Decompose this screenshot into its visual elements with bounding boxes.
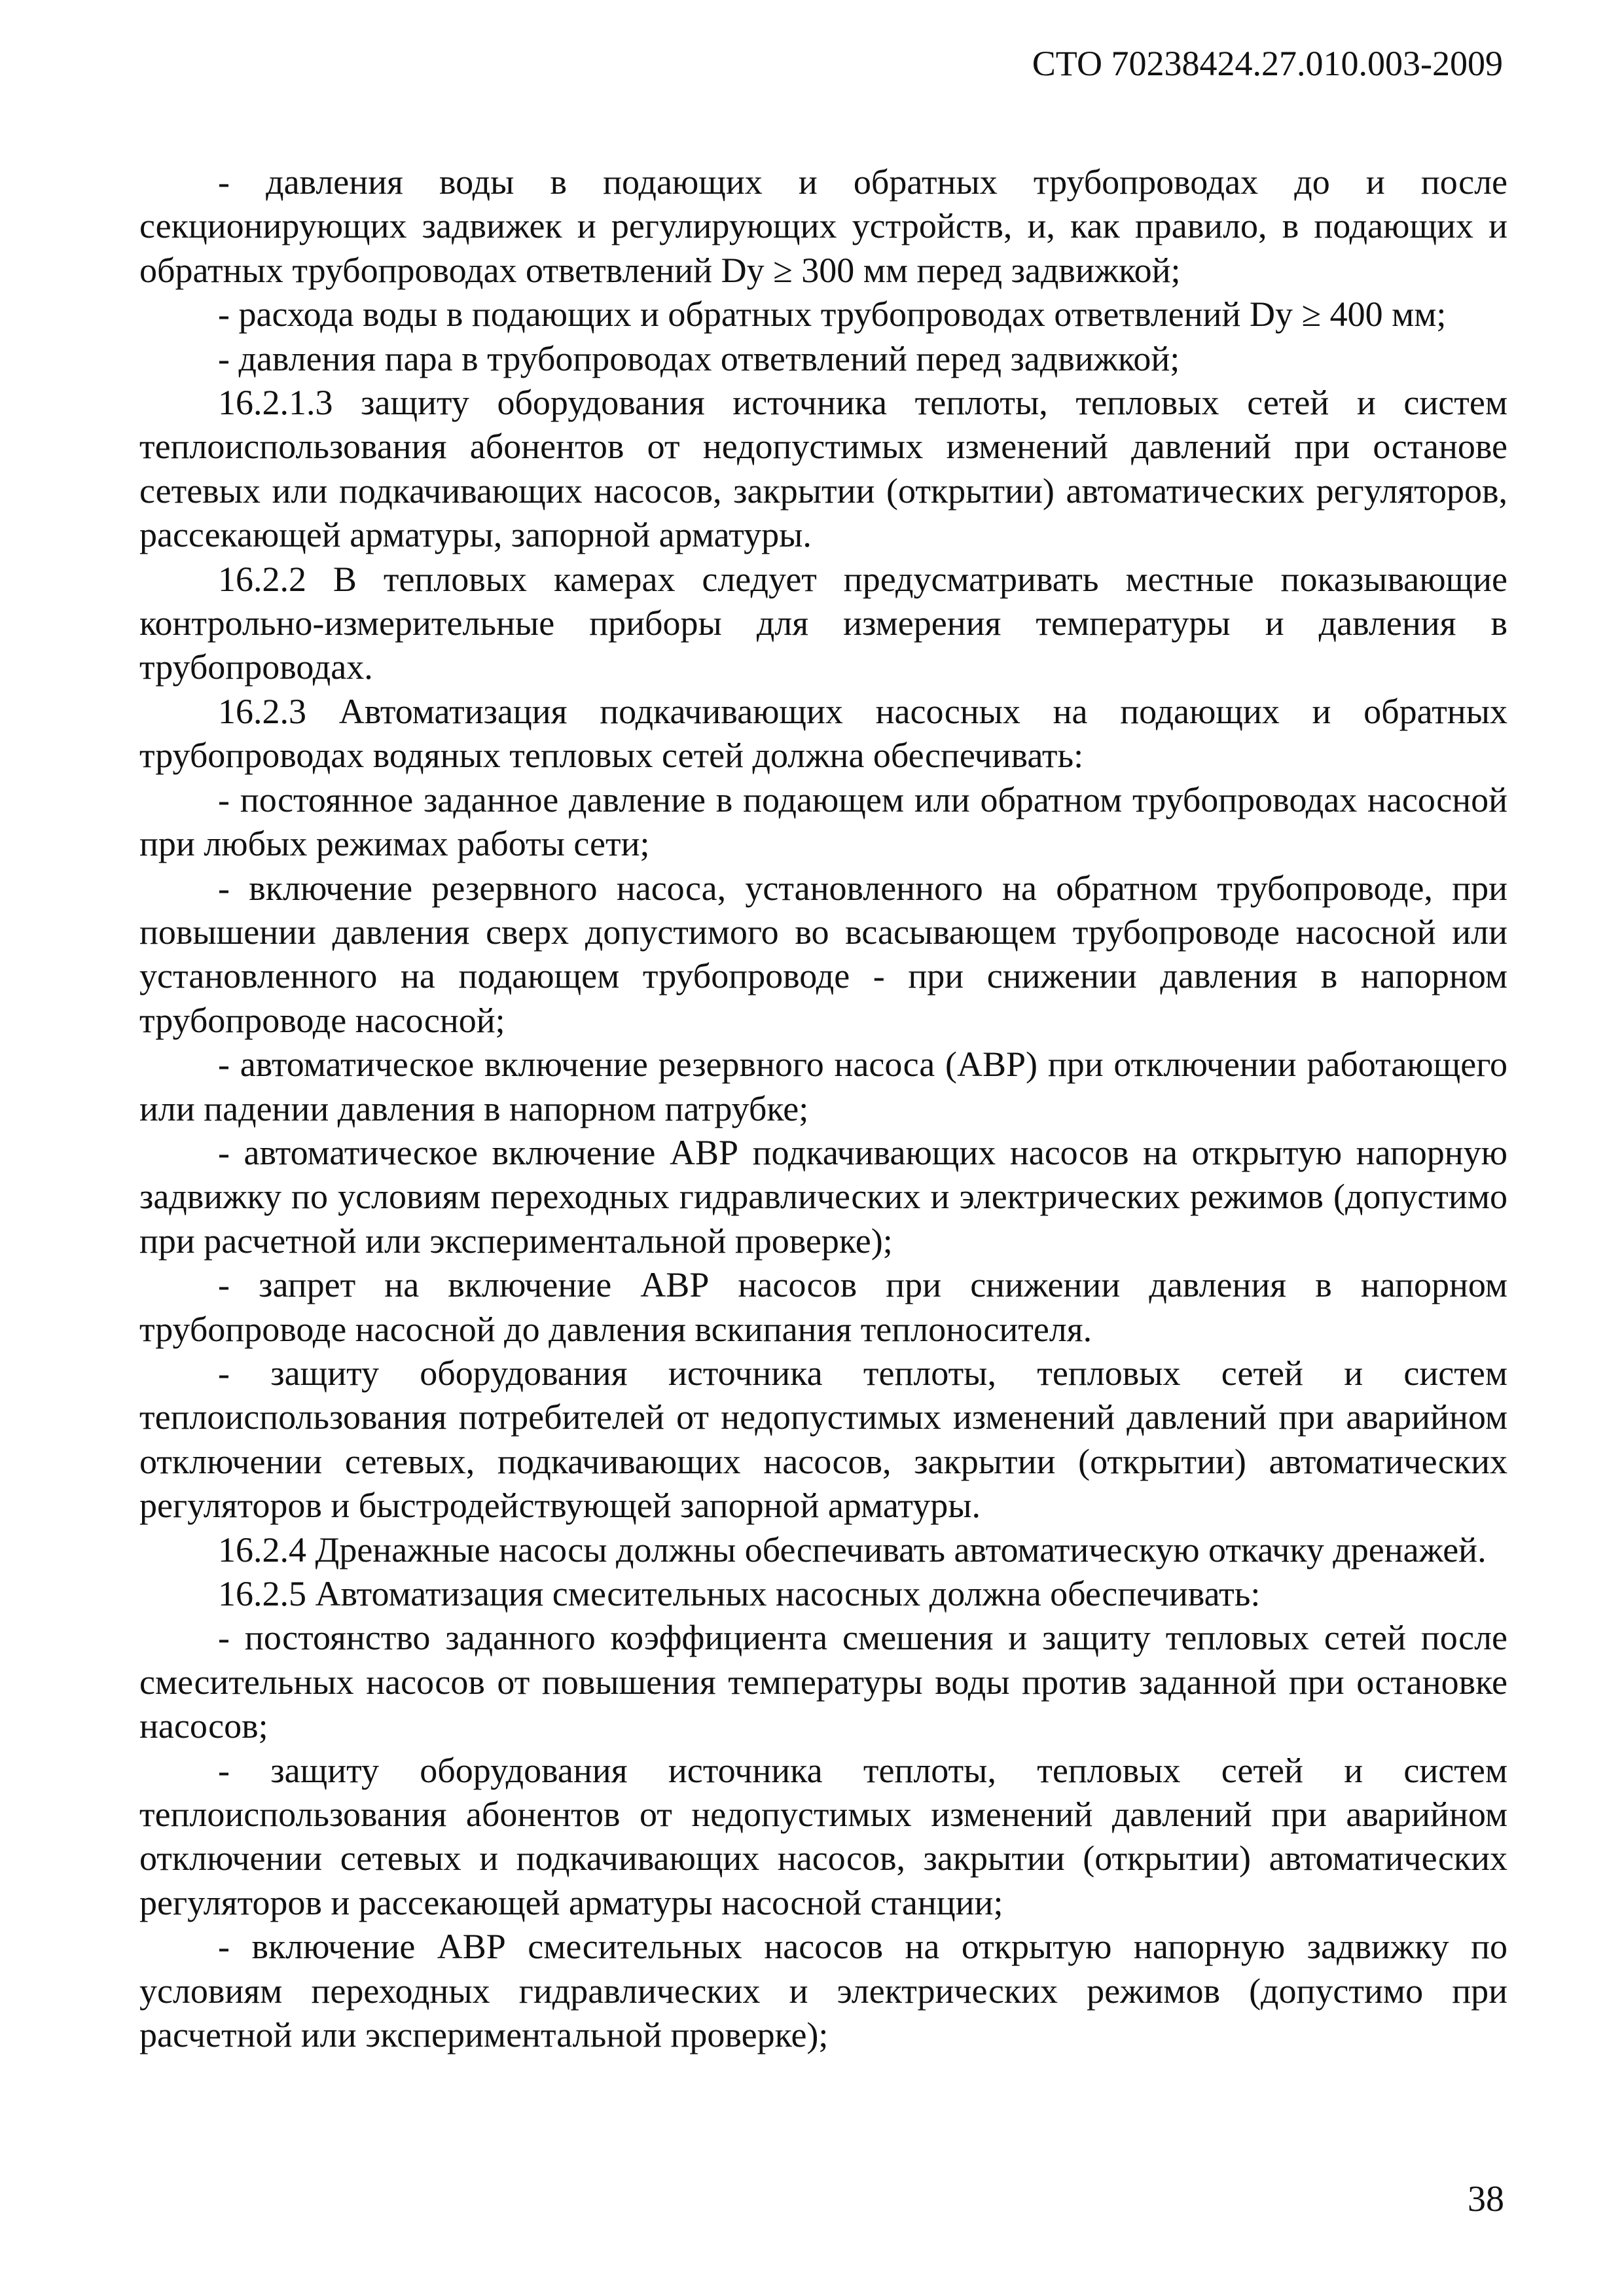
paragraph: - постоянное заданное давление в подающем или обратном трубопроводах насосной при любых режимах работы сети; — [139, 780, 1507, 864]
document-body — [139, 160, 1507, 2057]
paragraph: 16.2.2 В тепловых камерах следует предусматривать местные показывающие контрольно-измерительные приборы для измерения температуры и давления в трубопроводах. — [139, 559, 1507, 687]
paragraph: 16.2.1.3 защиту оборудования источника теплоты, тепловых сетей и систем теплоиспользования абонентов от недопустимых изменений давлений при останове сетевых или подкачивающих насосов, закрытии (открытии) автоматических регуляторов, рассекающей арматуры, запорной арматуры. — [139, 383, 1507, 555]
document-code: СТО 70238424.27.010.003-2009 — [1032, 44, 1503, 83]
paragraph: - расхода воды в подающих и обратных трубопроводах ответвлений Dy ≥ 400 мм; — [218, 295, 1447, 334]
paragraph: - включение АВР смесительных насосов на открытую напорную задвижку по условиям переходных гидравлических и электрических режимов (допустимо при расчетной или экспериментальной проверке); — [139, 1927, 1507, 2055]
paragraph: - защиту оборудования источника теплоты, тепловых сетей и систем теплоиспользования абонентов от недопустимых изменений давлений при аварийном отключении сетевых и подкачивающих насосов, закрытии (открытии) автоматических регуляторов и рассекающей арматуры насосной станции; — [139, 1750, 1507, 1922]
paragraph: - постоянство заданного коэффициента смешения и защиту тепловых сетей после смесительных насосов от повышения температуры воды против заданной при остановке насосов; — [139, 1618, 1507, 1746]
paragraph: - автоматическое включение АВР подкачивающих насосов на открытую напорную задвижку по условиям переходных гидравлических и электрических режимов (допустимо при расчетной или экспериментальной проверке); — [139, 1132, 1507, 1261]
paragraph: - защиту оборудования источника теплоты, тепловых сетей и систем теплоиспользования потребителей от недопустимых изменений давлений при аварийном отключении сетевых, подкачивающих насосов, закрытии (открытии) автоматических регуляторов и быстродействующей запорной арматуры. — [139, 1353, 1507, 1526]
paragraph: 16.2.4 Дренажные насосы должны обеспечивать автоматическую откачку дренажей. — [218, 1530, 1487, 1570]
paragraph: 16.2.5 Автоматизация смесительных насосных должна обеспечивать: — [218, 1574, 1261, 1613]
paragraph: 16.2.3 Автоматизация подкачивающих насосных на подающих и обратных трубопроводах водяных тепловых сетей должна обеспечивать: — [139, 691, 1507, 776]
paragraph: - автоматическое включение резервного насоса (АВР) при отключении работающего или падении давления в напорном патрубке; — [139, 1045, 1507, 1128]
page-number: 38 — [1468, 2179, 1504, 2219]
paragraph: - давления воды в подающих и обратных трубопроводах до и после секционирующих задвижек и регулирующих устройств, и, как правило, в подающих и обратных трубопроводах ответвлений Dy ≥ 300 мм перед задвижкой; — [139, 162, 1507, 290]
paragraph: - давления пара в трубопроводах ответвлений перед задвижкой; — [218, 338, 1180, 378]
paragraph: - включение резервного насоса, установленного на обратном трубопроводе, при повышении давления сверх допустимого во всасывающем трубопроводе насосной или установленного на подающем трубопроводе - при снижении давления в напорном трубопроводе насосной; — [139, 868, 1507, 1040]
paragraph: - запрет на включение АВР насосов при снижении давления в напорном трубопроводе насосной до давления вскипания теплоносителя. — [139, 1265, 1507, 1349]
